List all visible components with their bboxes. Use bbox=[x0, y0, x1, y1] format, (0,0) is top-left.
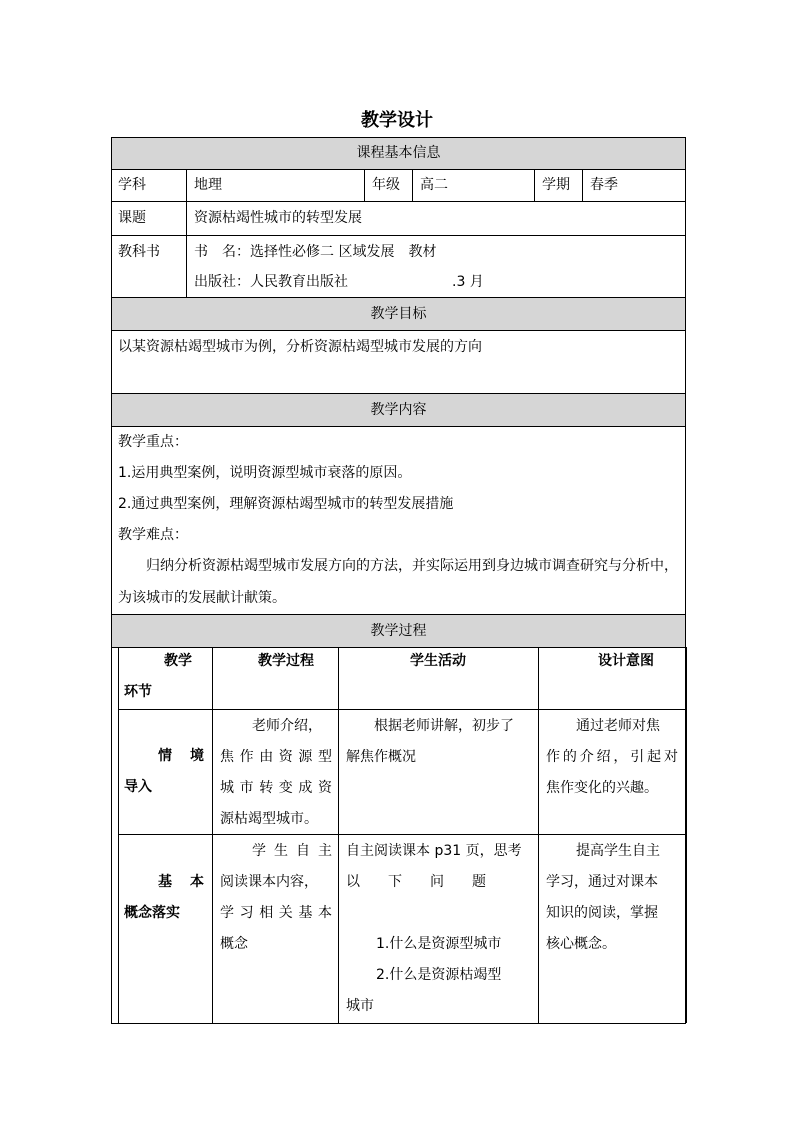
textbook-date: .3 月 bbox=[452, 274, 484, 290]
divider bbox=[412, 170, 413, 201]
row1-intent-line: 通过老师对焦 bbox=[576, 718, 660, 734]
row1-process-line: 源枯竭型城市。 bbox=[220, 811, 318, 827]
objectives-header: 教学目标 bbox=[112, 298, 685, 330]
objectives-text: 以某资源枯竭型城市为例，分析资源枯竭型城市发展的方向 bbox=[118, 339, 482, 355]
key-point-2: 2.通过典型案例，理解资源枯竭型城市的转型发展措施 bbox=[118, 496, 454, 512]
divider bbox=[582, 170, 583, 201]
key-point-1: 1.运用典型案例，说明资源型城市衰落的原因。 bbox=[118, 465, 412, 481]
stage-2-char-a: 基 bbox=[158, 874, 172, 890]
divider bbox=[111, 235, 686, 236]
divider bbox=[338, 647, 339, 1023]
row2-intent-line: 提高学生自主 bbox=[576, 843, 660, 859]
col-header-intent: 设计意图 bbox=[598, 653, 654, 669]
stage-1-char-b: 境 bbox=[190, 748, 204, 764]
divider bbox=[118, 647, 119, 1023]
row2-activity-line: 以 下 问 题 bbox=[346, 874, 486, 890]
subject-label: 学科 bbox=[118, 177, 146, 193]
divider bbox=[538, 647, 539, 1023]
row1-process-line: 城市转变成资 bbox=[220, 780, 332, 796]
divider bbox=[212, 647, 213, 1023]
basic-info-header: 课程基本信息 bbox=[112, 138, 685, 169]
row2-activity-line: 城市 bbox=[346, 998, 374, 1014]
grade-label: 年级 bbox=[372, 177, 400, 193]
document-title: 教学设计 bbox=[361, 110, 433, 131]
difficulty-line-1: 归纳分析资源枯竭型城市发展方向的方法，并实际运用到身边城市调查研究与分析中， bbox=[146, 558, 678, 574]
row1-activity-line: 根据老师讲解，初步了 bbox=[374, 718, 514, 734]
row1-intent-line: 作的介绍，引起对 bbox=[546, 749, 678, 765]
row2-intent-line: 学习，通过对课本 bbox=[546, 874, 658, 890]
col-header-process: 教学过程 bbox=[258, 653, 314, 669]
row2-intent-line: 知识的阅读，掌握 bbox=[546, 905, 658, 921]
stage-2-line2: 概念落实 bbox=[124, 905, 180, 921]
row2-activity-line: 1.什么是资源型城市 bbox=[376, 936, 502, 952]
topic-label: 课题 bbox=[118, 210, 146, 226]
row2-intent-line: 核心概念。 bbox=[546, 936, 616, 952]
key-points-label: 教学重点： bbox=[118, 434, 188, 450]
col-header-activity: 学生活动 bbox=[410, 653, 466, 669]
stage-1-line2: 导入 bbox=[124, 779, 152, 795]
row2-activity-line: 2.什么是资源枯竭型 bbox=[376, 967, 502, 983]
topic-value: 资源枯竭性城市的转型发展 bbox=[194, 210, 362, 226]
row2-activity-line: 自主阅读课本 p31 页，思考 bbox=[346, 843, 522, 859]
content-header: 教学内容 bbox=[112, 394, 685, 426]
subject-value: 地理 bbox=[194, 177, 222, 193]
divider bbox=[364, 170, 365, 201]
col-header-stage-line2: 环节 bbox=[124, 684, 152, 700]
difficulty-line-2: 为该城市的发展献计献策。 bbox=[118, 590, 286, 606]
stage-1-char-a: 情 bbox=[158, 748, 172, 764]
grade-value: 高二 bbox=[420, 177, 448, 193]
process-header: 教学过程 bbox=[112, 615, 685, 647]
row1-process-line: 焦作由资源型 bbox=[220, 749, 332, 765]
divider bbox=[118, 834, 687, 835]
textbook-name: 书 名：选择性必修二 区域发展 教材 bbox=[194, 244, 437, 260]
row2-process-line: 阅读课本内容， bbox=[220, 874, 318, 890]
divider bbox=[686, 647, 687, 1023]
divider bbox=[186, 170, 187, 297]
term-value: 春季 bbox=[590, 177, 618, 193]
divider bbox=[111, 201, 686, 202]
row1-intent-line: 焦作变化的兴趣。 bbox=[546, 780, 658, 796]
stage-2-char-b: 本 bbox=[190, 874, 204, 890]
difficulties-label: 教学难点： bbox=[118, 527, 188, 543]
row1-process-line: 老师介绍， bbox=[252, 718, 322, 734]
row2-process-line: 概念 bbox=[220, 936, 248, 952]
divider bbox=[111, 426, 686, 427]
textbook-publisher: 出版社：人民教育出版社 bbox=[194, 274, 348, 290]
row2-process-line: 学习相关基本 bbox=[220, 905, 332, 921]
divider bbox=[534, 170, 535, 201]
row2-process-line: 学生自主 bbox=[252, 843, 332, 859]
row1-activity-line: 解焦作概况 bbox=[346, 749, 416, 765]
col-header-stage-line1: 教学 bbox=[164, 653, 192, 669]
divider bbox=[111, 330, 686, 331]
divider bbox=[118, 709, 687, 710]
term-label: 学期 bbox=[542, 177, 570, 193]
textbook-label: 教科书 bbox=[118, 244, 160, 260]
